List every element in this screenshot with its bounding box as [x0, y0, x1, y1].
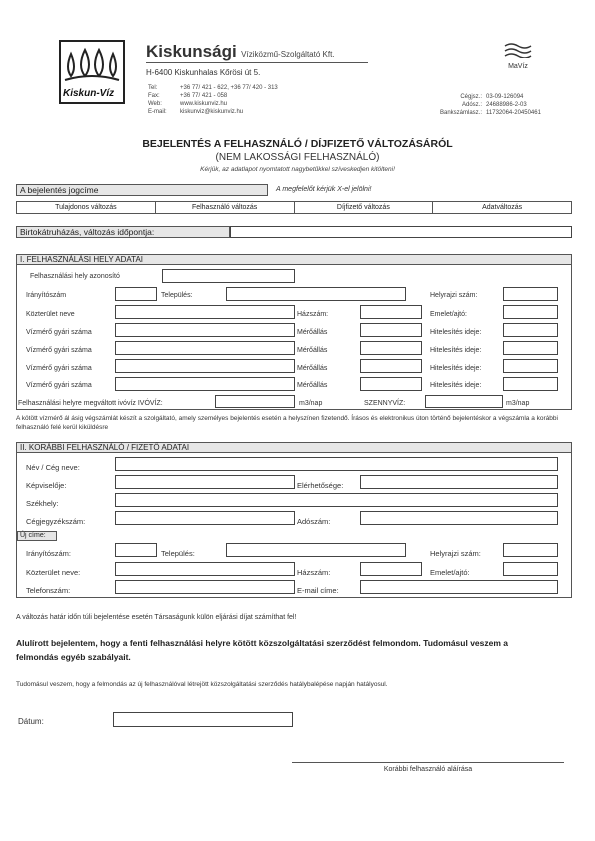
- contact-row: Fax: +36 77/ 421 - 058: [148, 93, 228, 99]
- label-meroallas-4: Mérőállás: [297, 382, 328, 389]
- field-meter-4[interactable]: [115, 377, 295, 391]
- label-hitelesites-3: Hitelesítés ideje:: [430, 365, 482, 372]
- label-meroallas-1: Mérőállás: [297, 329, 328, 336]
- option-tulajdonos[interactable]: Tulajdonos változás: [17, 202, 156, 213]
- label-m3nap-2: m3/nap: [506, 400, 530, 407]
- field-hitelesites-1[interactable]: [503, 323, 558, 337]
- company-address: H-6400 Kiskunhalas Kőrösi út 5.: [146, 68, 261, 77]
- label-szennyviz: SZENNYVÍZ:: [364, 400, 406, 407]
- label-hitelesites-1: Hitelesítés ideje:: [430, 329, 482, 336]
- option-dijfizeto[interactable]: Díjfizető változás: [295, 202, 434, 213]
- field-datum[interactable]: [113, 712, 293, 727]
- contact-row: Web: www.kiskunviz.hu: [148, 101, 228, 107]
- registry-row: Cégjsz.: 03-09-126094: [460, 94, 524, 100]
- label-meter-1: Vízmérő gyári száma: [26, 329, 92, 336]
- option-felhasznalo[interactable]: Felhasználó változás: [156, 202, 295, 213]
- label-meroallas-2: Mérőállás: [297, 347, 328, 354]
- jogcim-options-row: [16, 201, 572, 214]
- label-adoszam: Adószám:: [297, 517, 331, 526]
- label-helyrajzi-2: Helyrajzi szám:: [430, 549, 481, 558]
- contact-row: E-mail: kiskunviz@kiskunviz.hu: [148, 109, 244, 115]
- label-meter-2: Vízmérő gyári száma: [26, 347, 92, 354]
- label-email: E-mail címe:: [297, 586, 339, 595]
- field-helyrajzi-2[interactable]: [503, 543, 558, 557]
- label-datum: Dátum:: [18, 717, 44, 726]
- birtok-label: Birtokátruházás, változás időpontja:: [16, 226, 230, 238]
- jogcim-hint: A megfelelőt kérjük X-el jelölni!: [276, 186, 372, 193]
- wave-icon: [503, 42, 533, 58]
- contact-block: [148, 84, 278, 116]
- label-hazszam-2: Házszám:: [297, 568, 331, 577]
- field-hitelesites-2[interactable]: [503, 341, 558, 355]
- label-meter-3: Vízmérő gyári száma: [26, 365, 92, 372]
- logo-text: Kiskun-Víz: [63, 88, 115, 99]
- label-emelet: Emelet/ajtó:: [430, 311, 467, 318]
- section1-note: A kötött vízmérő ál ásig végszámlát készít a szolgáltató, amely személyes bejelentés esetén a helyszínen fizetendő. Írásos és elektronikus úton történő bejelentéskor a végszámla a korábbi felhasználó felé kerül kiküldésre: [16, 415, 558, 431]
- label-kepviselo: Képviselője:: [26, 481, 67, 490]
- field-meroallas-2[interactable]: [360, 341, 422, 355]
- field-kepviselo[interactable]: [115, 475, 295, 489]
- water-drops-icon: [61, 44, 123, 88]
- field-cegjegyzekszam[interactable]: [115, 511, 295, 525]
- label-telepules-2: Település:: [161, 549, 195, 558]
- signature-line: [292, 762, 564, 763]
- label-iranyitoszam-2: Irányítószám:: [26, 549, 72, 558]
- field-hazszam-2[interactable]: [360, 562, 422, 576]
- field-elerhetoseg[interactable]: [360, 475, 558, 489]
- label-hazszam: Házszám:: [297, 311, 329, 318]
- field-meter-3[interactable]: [115, 359, 295, 373]
- label-m3nap-1: m3/nap: [299, 400, 323, 407]
- field-ivoviz[interactable]: [215, 395, 295, 408]
- registry-row: Adósz.: 24688986-2-03: [461, 102, 527, 108]
- company-logo: [59, 40, 125, 104]
- label-meroallas-3: Mérőállás: [297, 365, 328, 372]
- fee-note: A változás határ időn túli bejelentése esetén Társaságunk külön eljárási díjat számíthat fel!: [16, 614, 297, 621]
- field-hitelesites-3[interactable]: [503, 359, 558, 373]
- field-meroallas-1[interactable]: [360, 323, 422, 337]
- field-azonosito[interactable]: [162, 269, 295, 283]
- label-cegjegyzekszam: Cégjegyzékszám:: [26, 517, 86, 526]
- label-nev: Név / Cég neve:: [26, 463, 80, 472]
- birtok-date-field[interactable]: [230, 226, 572, 238]
- field-email[interactable]: [360, 580, 558, 594]
- field-szekhely[interactable]: [115, 493, 558, 507]
- page-title: BEJELENTÉS A FELHASZNÁLÓ / DÍJFIZETŐ VÁLTOZÁSÁRÓL: [142, 138, 453, 150]
- field-nev[interactable]: [115, 457, 558, 471]
- label-hitelesites-4: Hitelesítés ideje:: [430, 382, 482, 389]
- section2-title: II. KORÁBBI FELHASZNÁLÓ / FIZETŐ ADATAI: [16, 442, 572, 453]
- label-ujcim: Új címe:: [17, 531, 57, 541]
- contact-row: Tel: +36 77/ 421 - 622, +36 77/ 420 - 313: [148, 85, 278, 91]
- label-telefon: Telefonszám:: [26, 586, 71, 595]
- field-kozterulet-2[interactable]: [115, 562, 295, 576]
- field-szennyviz[interactable]: [425, 395, 503, 408]
- field-kozterulet[interactable]: [115, 305, 295, 319]
- section1-title: I. FELHASZNÁLÁSI HELY ADATAI: [16, 254, 572, 265]
- jogcim-bar: A bejelentés jogcíme: [16, 184, 268, 196]
- label-iranyitoszam: Irányítószám: [26, 292, 67, 299]
- label-kozterulet: Közterület neve: [26, 311, 75, 318]
- field-meroallas-3[interactable]: [360, 359, 422, 373]
- field-emelet-2[interactable]: [503, 562, 558, 576]
- option-adatvaltozas[interactable]: Adatváltozás: [482, 204, 523, 211]
- field-meter-2[interactable]: [115, 341, 295, 355]
- mavíz-logo: MaVíz: [500, 42, 536, 70]
- registry-row: Bankszámlasz.: 11732064-20450461: [439, 110, 541, 116]
- label-szekhely: Székhely:: [26, 499, 59, 508]
- company-name: Kiskunsági Víziközmű-Szolgáltató Kft.: [146, 42, 335, 61]
- label-kozterulet-2: Közterület neve:: [26, 568, 81, 577]
- label-ivoviz: Felhasználási helyre megváltott ivóvíz IVÓVÍZ:: [18, 400, 163, 407]
- page-subtitle: (NEM LAKOSSÁGI FELHASZNÁLÓ): [215, 152, 380, 163]
- label-meter-4: Vízmérő gyári száma: [26, 382, 92, 389]
- field-meroallas-4[interactable]: [360, 377, 422, 391]
- field-telepules[interactable]: [226, 287, 406, 301]
- field-hazszam[interactable]: [360, 305, 422, 319]
- field-emelet[interactable]: [503, 305, 558, 319]
- field-iranyitoszam-2[interactable]: [115, 543, 157, 557]
- signature-label: Korábbi felhasználó aláírása: [383, 766, 473, 773]
- label-elerhetoseg: Elérhetősége:: [297, 481, 344, 490]
- field-helyrajzi[interactable]: [503, 287, 558, 301]
- label-helyrajzi: Helyrajzi szám:: [430, 292, 478, 299]
- field-meter-1[interactable]: [115, 323, 295, 337]
- declaration: Alulírott bejelentem, hogy a fenti felhasználási helyre kötött közszolgáltatási szerződést felmondom. Tudomásul veszem a felmondás egyéb szabályait.: [16, 638, 509, 662]
- field-hitelesites-4[interactable]: [503, 377, 558, 391]
- label-emelet-2: Emelet/ajtó:: [430, 568, 470, 577]
- label-hitelesites-2: Hitelesítés ideje:: [430, 347, 482, 354]
- acknowledgement: Tudomásul veszem, hogy a felmondás az új felhasználóval létrejött közszolgáltatási szerződés hatálybalépése napján hatályosul.: [16, 681, 388, 688]
- field-iranyitoszam[interactable]: [115, 287, 157, 301]
- fill-instruction: Kérjük, az adatlapot nyomtatott nagybetűkkel szíveskedjen kitölteni!: [200, 166, 395, 173]
- label-telepules: Település:: [161, 292, 193, 299]
- field-adoszam[interactable]: [360, 511, 558, 525]
- field-telefon[interactable]: [115, 580, 295, 594]
- label-azonosito: Felhasználási hely azonosító: [30, 273, 120, 280]
- registry-block: [400, 93, 554, 117]
- company-underline: [146, 62, 368, 63]
- field-telepules-2[interactable]: [226, 543, 406, 557]
